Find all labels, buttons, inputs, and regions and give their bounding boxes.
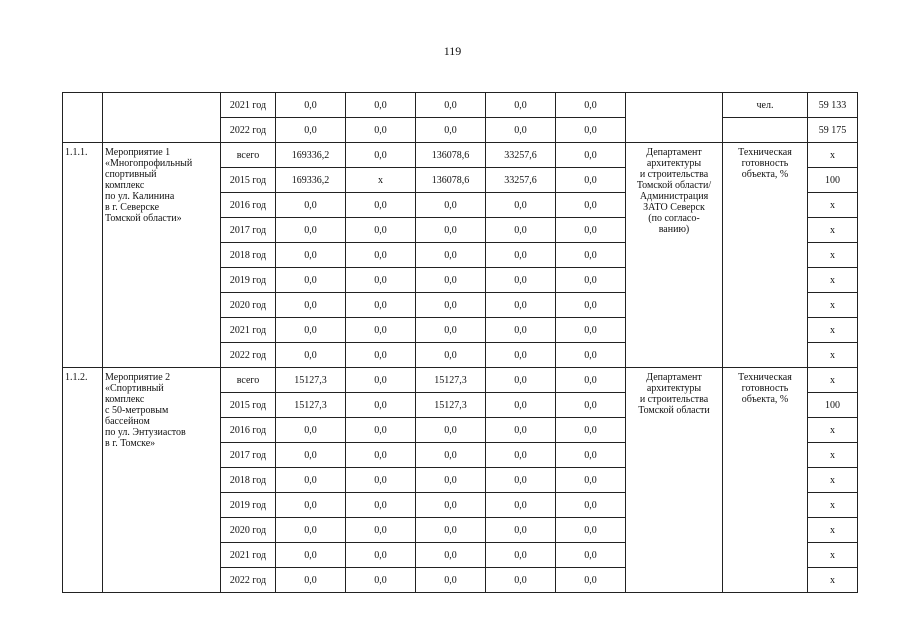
year-cell: 2015 год: [221, 393, 276, 418]
year-cell: 2015 год: [221, 168, 276, 193]
funding-value-cell: 0,0: [416, 543, 486, 568]
funding-value-cell: 0,0: [346, 518, 416, 543]
funding-value-cell: 0,0: [556, 218, 626, 243]
funding-value-cell: 0,0: [276, 468, 346, 493]
year-cell: 2017 год: [221, 443, 276, 468]
indicator-target-cell: х: [808, 468, 858, 493]
funding-value-cell: 0,0: [346, 468, 416, 493]
activity-name-cell: Мероприятие 1 «Многопрофильный спортивный комплекс по ул. Калинина в г. Северске Томской области»: [103, 143, 221, 368]
year-cell: 2016 год: [221, 193, 276, 218]
funding-value-cell: 0,0: [346, 493, 416, 518]
funding-value-cell: 33257,6: [486, 168, 556, 193]
indicator-target-cell: х: [808, 268, 858, 293]
funding-value-cell: 0,0: [346, 268, 416, 293]
indicator-target-cell: х: [808, 318, 858, 343]
funding-value-cell: 0,0: [486, 493, 556, 518]
indicator-target-cell: х: [808, 443, 858, 468]
indicator-target-cell: х: [808, 518, 858, 543]
funding-value-cell: 0,0: [556, 93, 626, 118]
program-activities-table: [62, 92, 858, 593]
funding-value-cell: 0,0: [346, 318, 416, 343]
funding-value-cell: 0,0: [276, 118, 346, 143]
funding-value-cell: 15127,3: [416, 368, 486, 393]
funding-value-cell: 0,0: [486, 243, 556, 268]
year-cell: 2018 год: [221, 468, 276, 493]
table-row: [63, 93, 858, 118]
funding-value-cell: 0,0: [346, 218, 416, 243]
funding-value-cell: 0,0: [416, 343, 486, 368]
funding-value-cell: 0,0: [276, 218, 346, 243]
funding-value-cell: 0,0: [416, 218, 486, 243]
funding-value-cell: 0,0: [276, 293, 346, 318]
funding-value-cell: 0,0: [416, 118, 486, 143]
funding-value-cell: 0,0: [276, 568, 346, 593]
funding-value-cell: 0,0: [486, 393, 556, 418]
funding-value-cell: 0,0: [416, 193, 486, 218]
funding-value-cell: 0,0: [346, 243, 416, 268]
funding-value-cell: 0,0: [486, 343, 556, 368]
funding-value-cell: 0,0: [276, 268, 346, 293]
indicator-target-cell: 100: [808, 168, 858, 193]
activity-code-cell: 1.1.2.: [63, 368, 103, 593]
funding-value-cell: 0,0: [556, 568, 626, 593]
funding-value-cell: 0,0: [486, 193, 556, 218]
funding-value-cell: 0,0: [556, 318, 626, 343]
year-cell: 2020 год: [221, 518, 276, 543]
funding-value-cell: 0,0: [556, 118, 626, 143]
funding-value-cell: 136078,6: [416, 168, 486, 193]
year-cell: 2020 год: [221, 293, 276, 318]
funding-value-cell: 0,0: [416, 468, 486, 493]
year-cell: 2022 год: [221, 568, 276, 593]
year-cell: всего: [221, 143, 276, 168]
year-cell: 2019 год: [221, 268, 276, 293]
funding-value-cell: 0,0: [346, 343, 416, 368]
funding-value-cell: 0,0: [486, 368, 556, 393]
year-cell: 2019 год: [221, 493, 276, 518]
funding-value-cell: 0,0: [416, 493, 486, 518]
funding-value-cell: 0,0: [486, 518, 556, 543]
funding-value-cell: 0,0: [416, 518, 486, 543]
funding-value-cell: 0,0: [346, 443, 416, 468]
funding-value-cell: 0,0: [486, 118, 556, 143]
year-cell: 2016 год: [221, 418, 276, 443]
funding-value-cell: 0,0: [346, 118, 416, 143]
funding-value-cell: 0,0: [556, 418, 626, 443]
funding-value-cell: 0,0: [416, 93, 486, 118]
year-cell: всего: [221, 368, 276, 393]
funding-value-cell: 0,0: [346, 193, 416, 218]
indicator-target-cell: х: [808, 343, 858, 368]
year-cell: 2018 год: [221, 243, 276, 268]
indicator-name-cell: Техническая готовность объекта, %: [723, 368, 808, 593]
year-cell: 2021 год: [221, 543, 276, 568]
funding-value-cell: 0,0: [556, 168, 626, 193]
funding-value-cell: 0,0: [346, 93, 416, 118]
funding-value-cell: 0,0: [276, 543, 346, 568]
funding-value-cell: 0,0: [556, 243, 626, 268]
funding-value-cell: 0,0: [486, 318, 556, 343]
funding-value-cell: 0,0: [276, 318, 346, 343]
indicator-target-cell: х: [808, 218, 858, 243]
funding-value-cell: 15127,3: [276, 368, 346, 393]
funding-value-cell: 136078,6: [416, 143, 486, 168]
funding-value-cell: 0,0: [556, 268, 626, 293]
funding-value-cell: 15127,3: [276, 393, 346, 418]
funding-value-cell: 169336,2: [276, 143, 346, 168]
funding-value-cell: 0,0: [276, 93, 346, 118]
executor-cell: Департамент архитектуры и строительства Томской области/ Администрация ЗАТО Северск (по согласо- ванию): [626, 143, 723, 368]
page-number: 119: [443, 44, 462, 58]
funding-value-cell: 0,0: [486, 293, 556, 318]
funding-value-cell: 0,0: [346, 368, 416, 393]
funding-value-cell: 0,0: [346, 418, 416, 443]
funding-value-cell: 0,0: [556, 468, 626, 493]
activity-code-cell: [63, 93, 103, 143]
indicator-target-cell: х: [808, 568, 858, 593]
indicator-target-cell: х: [808, 543, 858, 568]
funding-value-cell: 0,0: [486, 418, 556, 443]
funding-value-cell: 0,0: [276, 193, 346, 218]
indicator-target-cell: х: [808, 493, 858, 518]
funding-value-cell: 0,0: [486, 443, 556, 468]
activity-name-cell: Мероприятие 2 «Спортивный комплекс с 50-метровым бассейном по ул. Энтузиастов в г. Томске»: [103, 368, 221, 593]
funding-value-cell: 0,0: [486, 268, 556, 293]
funding-value-cell: 0,0: [346, 543, 416, 568]
funding-value-cell: 0,0: [346, 293, 416, 318]
year-cell: 2021 год: [221, 318, 276, 343]
indicator-unit-cell: [723, 118, 808, 143]
indicator-target-cell: х: [808, 418, 858, 443]
funding-value-cell: 0,0: [276, 343, 346, 368]
funding-value-cell: 0,0: [486, 468, 556, 493]
funding-value-cell: 0,0: [486, 543, 556, 568]
funding-value-cell: 0,0: [486, 93, 556, 118]
funding-value-cell: 0,0: [346, 568, 416, 593]
funding-value-cell: 0,0: [276, 443, 346, 468]
executor-cell: Департамент архитектуры и строительства Томской области: [626, 368, 723, 593]
year-cell: 2021 год: [221, 93, 276, 118]
indicator-target-cell: х: [808, 243, 858, 268]
funding-value-cell: 0,0: [556, 343, 626, 368]
funding-value-cell: 0,0: [416, 318, 486, 343]
funding-value-cell: 15127,3: [416, 393, 486, 418]
activity-code-cell: 1.1.1.: [63, 143, 103, 368]
indicator-target-cell: 100: [808, 393, 858, 418]
funding-value-cell: 0,0: [556, 518, 626, 543]
funding-value-cell: 0,0: [556, 393, 626, 418]
funding-value-cell: 0,0: [486, 568, 556, 593]
funding-value-cell: 0,0: [556, 443, 626, 468]
year-cell: 2022 год: [221, 343, 276, 368]
funding-value-cell: 0,0: [416, 568, 486, 593]
indicator-unit-cell: чел.: [723, 93, 808, 118]
funding-value-cell: 0,0: [416, 268, 486, 293]
indicator-target-cell: х: [808, 368, 858, 393]
indicator-target-cell: х: [808, 193, 858, 218]
funding-value-cell: х: [346, 168, 416, 193]
indicator-target-cell: 59 133: [808, 93, 858, 118]
funding-value-cell: 0,0: [346, 393, 416, 418]
indicator-name-cell: Техническая готовность объекта, %: [723, 143, 808, 368]
funding-value-cell: 0,0: [416, 418, 486, 443]
funding-value-cell: 0,0: [416, 243, 486, 268]
indicator-target-cell: 59 175: [808, 118, 858, 143]
funding-value-cell: 0,0: [276, 518, 346, 543]
funding-value-cell: 0,0: [556, 493, 626, 518]
funding-value-cell: 0,0: [276, 418, 346, 443]
funding-value-cell: 0,0: [276, 243, 346, 268]
funding-value-cell: 0,0: [486, 218, 556, 243]
funding-value-cell: 0,0: [556, 193, 626, 218]
funding-value-cell: 169336,2: [276, 168, 346, 193]
indicator-target-cell: х: [808, 293, 858, 318]
activity-name-cell: [103, 93, 221, 143]
funding-value-cell: 0,0: [556, 543, 626, 568]
funding-value-cell: 0,0: [276, 493, 346, 518]
funding-value-cell: 33257,6: [486, 143, 556, 168]
year-cell: 2017 год: [221, 218, 276, 243]
executor-cell: [626, 93, 723, 143]
funding-value-cell: 0,0: [556, 143, 626, 168]
funding-value-cell: 0,0: [556, 368, 626, 393]
funding-value-cell: 0,0: [416, 443, 486, 468]
funding-value-cell: 0,0: [416, 293, 486, 318]
funding-value-cell: 0,0: [346, 143, 416, 168]
table-row: [63, 143, 858, 168]
funding-value-cell: 0,0: [556, 293, 626, 318]
table-row: [63, 368, 858, 393]
indicator-target-cell: х: [808, 143, 858, 168]
year-cell: 2022 год: [221, 118, 276, 143]
